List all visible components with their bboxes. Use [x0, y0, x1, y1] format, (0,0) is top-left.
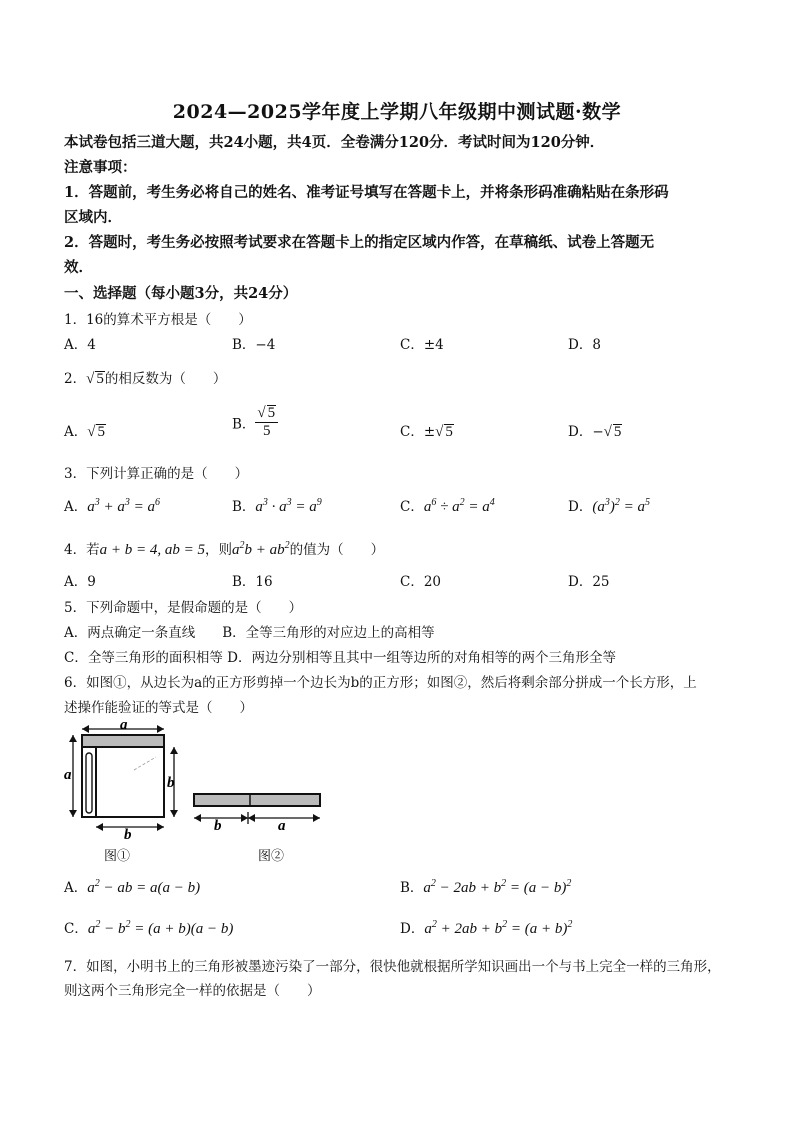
figure-2-rectangle-diagram [190, 788, 324, 833]
question-5-stem: 5．下列命题中，是假命题的是（ ） [64, 600, 303, 616]
section-heading-choice: 一、选择题（每小题3分，共24分） [64, 285, 298, 302]
figure-2-label-b: b [214, 818, 222, 833]
question-5-options-cd: C．全等三角形的面积相等 D．两边分别相等且其中一组等边所的对角相等的两个三角形全等 [64, 650, 616, 666]
question-2-stem: 2．√ 5的相反数为（ ） [64, 371, 227, 387]
figure-2-caption: 图② [258, 849, 285, 864]
figure-1-label-b-bottom: b [124, 827, 132, 840]
question-3-option-c: C．$a^6 \div a^2 = a^4$ [400, 497, 495, 515]
question-3-option-d: D．$(a^3)^2 = a^5$ [568, 497, 650, 515]
question-2-option-b: B． $\frac{√ 5}{5}$ [232, 405, 278, 440]
question-3-option-a: A．$a^3 + a^3 = a^6$ [64, 497, 160, 515]
notice-1-line-1: 1．答题前，考生务必将自己的姓名、准考证号填写在答题卡上，并将条形码准确粘贴在条形码 [64, 184, 669, 201]
question-1-stem: 1．16的算术平方根是（ ） [64, 312, 252, 328]
figure-1-label-a-top: a [120, 717, 128, 733]
question-4-option-b: B．16 [232, 574, 273, 590]
question-2-option-c: C．±√ 5 [400, 424, 453, 440]
question-4-stem: 4．若a + b = 4, ab = 5，则$a^2b + ab^2$的值为（ ） [64, 540, 385, 558]
figure-1-caption: 图① [104, 849, 131, 864]
question-1-option-d: D．8 [568, 337, 601, 353]
question-2-option-d: D．−√ 5 [568, 424, 622, 440]
figure-2-label-a: a [278, 818, 286, 833]
question-3-option-b: B．$a^3 \cdot a^3 = a^9$ [232, 497, 322, 515]
question-6-option-a: A．$a^2$ − ab = a(a − b) [64, 878, 201, 896]
question-1-option-c: C．±4 [400, 337, 444, 353]
notice-2-line-2: 效． [64, 259, 93, 276]
question-4-option-d: D．25 [568, 574, 610, 590]
page-title: 2024—2025学年度上学期八年级期中测试题·数学 [172, 101, 622, 123]
question-6-option-d: D．$a^2 + 2ab + b^2 = (a + b)^2$ [400, 919, 573, 937]
notice-heading: 注意事项： [64, 159, 137, 176]
notice-2-line-1: 2．答题时，考生务必按照考试要求在答题卡上的指定区域内作答，在草稿纸、试卷上答题无 [64, 234, 655, 251]
question-1-option-b: B．−4 [232, 337, 276, 353]
question-6-stem-line-2: 述操作能验证的等式是（ ） [64, 700, 253, 716]
question-7-stem-line-2: 则这两个三角形完全一样的依据是（ ） [64, 983, 321, 999]
notice-1-line-2: 区域内． [64, 209, 122, 226]
question-7-stem-line-1: 7．如图，小明书上的三角形被墨迹污染了一部分，很快他就根据所学知识画出一个与书上完全一样的三角形， [64, 959, 721, 975]
question-6-option-c: C．$a^2 - b^2 = (a + b)(a - b)$ [64, 919, 234, 937]
question-4-option-a: A．9 [64, 574, 96, 590]
question-3-stem: 3．下列计算正确的是（ ） [64, 466, 249, 482]
intro-text: 本试卷包括三道大题，共24小题，共4页．全卷满分120分．考试时间为120分钟． [64, 134, 605, 151]
question-5-options-ab: A．两点确定一条直线 B．全等三角形的对应边上的高相等 [64, 625, 435, 641]
figure-1-square-diagram [64, 715, 184, 840]
figure-1-label-a-left: a [64, 767, 72, 783]
question-6-option-b: B．$a^2 - 2ab + b^2 = (a - b)^2$ [400, 878, 572, 896]
figure-1-label-b-right: b [167, 775, 175, 791]
question-6-stem-line-1: 6．如图①，从边长为a的正方形剪掉一个边长为b的正方形；如图②，然后将剩余部分拼成一个长方形，上 [64, 675, 697, 691]
question-2-option-a: A．√ 5 [64, 424, 105, 440]
question-1-option-a: A．4 [64, 337, 96, 353]
question-4-option-c: C．20 [400, 574, 442, 590]
